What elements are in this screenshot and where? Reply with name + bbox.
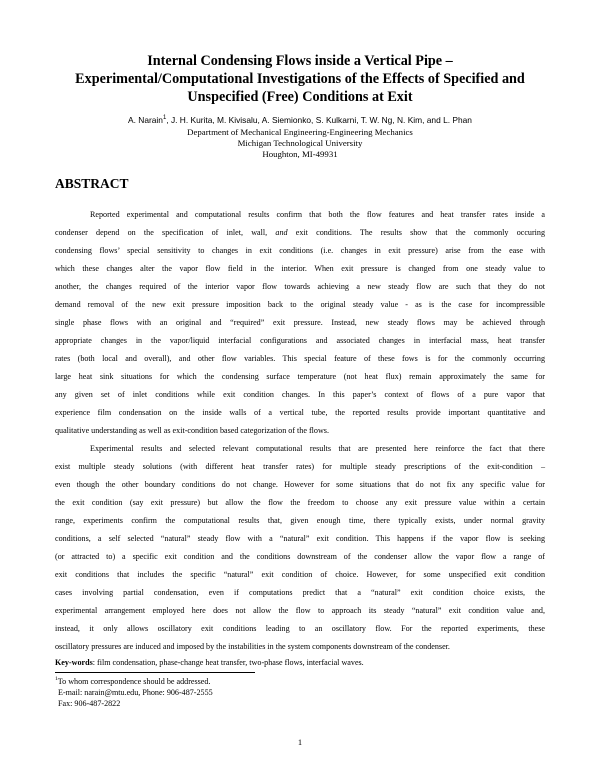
paper-title-line-1: Internal Condensing Flows inside a Vertical Pipe – [147, 53, 453, 69]
abstract-line: (or attracted to) a specific exit condition and the conditions downstream of the condenser allow the vapor flow a range of [55, 552, 545, 561]
footnote-line [55, 677, 210, 687]
abstract-text: condenser depend on the specification of inlet, wall, [55, 228, 276, 237]
abstract-line: oscillatory pressures are induced and imposed by the instabilities in the system components downstream of the condenser. [55, 642, 450, 651]
paper-title-line-3: Unspecified (Free) Conditions at Exit [187, 89, 413, 105]
affiliation-university: Michigan Technological University [237, 138, 363, 148]
abstract-line: range, experiments confirm the computational results that, given enough time, there typically exists, under normal gravity [55, 516, 545, 525]
abstract-line: even though the other boundary conditions do not change. However for some situations that do not fix any specific value for [55, 480, 545, 489]
abstract-line: cases involving partial condensation, even if computations predict that a “natural” exit condition choice exists, the [55, 588, 545, 597]
abstract-line: experimental arrangement employed here does not allow the flow to approach its steady “natural” exit condition value and, [55, 606, 545, 615]
affiliation-location: Houghton, MI-49931 [262, 149, 338, 159]
abstract-line: large heat sink situations for which the condensing surface temperature (not heat flux) remain approximately the same for [55, 372, 545, 381]
abstract-line [55, 227, 545, 238]
other-authors: , J. H. Kurita, M. Kivisalu, A. Siemionko, S. Kulkarni, T. W. Ng, N. Kim, and L. Phan [166, 115, 472, 125]
footnote-mark: 1 [162, 115, 167, 121]
keywords-text: : film condensation, phase-change heat transfer, two-phase flows, interfacial waves. [92, 658, 364, 667]
footnote-email-phone: E-mail: narain@mtu.edu, Phone: 906-487-2555 [58, 688, 213, 697]
author-list [40, 115, 560, 126]
abstract-heading: ABSTRACT [55, 176, 129, 191]
abstract-line: condensing flows’ special sensitivity to changes in exit conditions (i.e. changes in exit pressure) arise from the ease with [55, 246, 545, 255]
abstract-line: any given set of inlet conditions while exit condition changes. In this paper’s context of flows of a pure vapor that [55, 390, 545, 399]
page-number: 1 [297, 737, 303, 747]
footnote-fax: Fax: 906-487-2822 [58, 699, 121, 708]
abstract-line: another, the changes required of the interior vapor flow towards achieving a new steady flow are such that they do not [55, 282, 545, 291]
abstract-line: instead, it only allows oscillatory exit conditions leading to an oscillatory flow. For the reported experiments, these [55, 624, 545, 633]
abstract-line: which these changes alter the vapor flow field in the interior. When exit pressure is changed from one steady value to [55, 264, 545, 273]
footnote-text: To whom correspondence should be addressed. [57, 677, 211, 686]
footnote-divider [55, 672, 255, 673]
abstract-line: conditions, a self selected “natural” steady flow with a “natural” exit condition. This happens if the vapor flow is seeking [55, 534, 545, 543]
abstract-line: single phase flows with an original and “required” exit pressure. Instead, new steady flows may be achieved through [55, 318, 545, 327]
abstract-text: exit conditions. The results show that the commonly occuring [287, 228, 546, 237]
abstract-line: experience film condensation on the inside walls of a vertical tube, the reported results provide important quantitative and [55, 408, 545, 417]
abstract-line: exist multiple steady solutions (with different heat transfer rates) for multiple steady prescriptions of the exit-condition – [55, 462, 545, 471]
abstract-line: demand removal of the new exit pressure imposition back to the original steady value - as is the case for incompressible [55, 300, 545, 309]
abstract-line: Reported experimental and computational results confirm that both the flow features and heat transfer rates inside a [90, 210, 545, 219]
paper-title-line-2: Experimental/Computational Investigations of the Effects of Specified and [75, 71, 525, 87]
footnote-mark: 1 [55, 676, 58, 682]
keywords-label: Key-words [55, 658, 93, 667]
affiliation-department: Department of Mechanical Engineering-Engineering Mechanics [187, 127, 413, 137]
abstract-line: qualitative understanding as well as exit-condition based categorization of the flows. [55, 426, 329, 435]
first-author: A. Narain [128, 115, 163, 125]
keywords [55, 657, 364, 668]
abstract-line: Experimental results and selected relevant computational results that are presented here reinforce the fact that there [90, 444, 545, 453]
abstract-line: rates (both local and overall), and other flow variables. This special feature of these fows is for the commonly occurring [55, 354, 545, 363]
emphasis-text: and [275, 228, 288, 237]
abstract-line: exit conditions that includes the specific “natural” exit condition of choice. However, for some unspecified exit condition [55, 570, 545, 579]
abstract-line: appropriate changes in the vapor/liquid interfacial configurations and associated changes in interfacial mass, heat transfer [55, 336, 545, 345]
abstract-line: the exit condition (say exit pressure) but allow the flow the freedom to choose any exit pressure value within a certain [55, 498, 545, 507]
